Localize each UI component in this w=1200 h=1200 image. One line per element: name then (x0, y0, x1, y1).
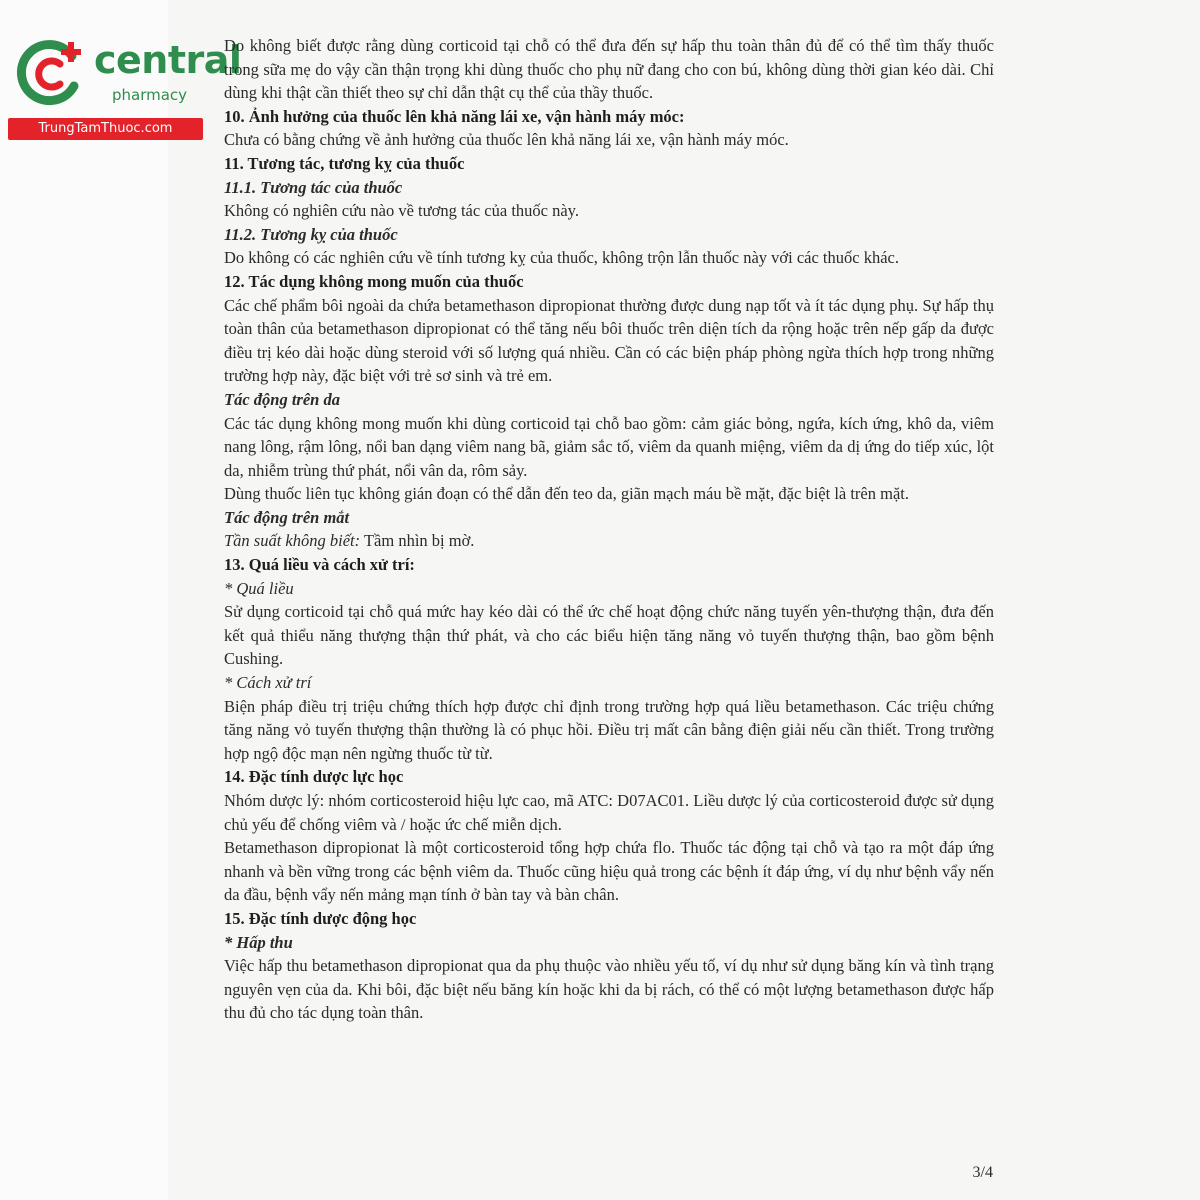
brand-url-banner[interactable]: TrungTamThuoc.com (8, 118, 203, 140)
heading-10-driving: 10. Ảnh hưởng của thuốc lên khả năng lái xe, vận hành máy móc: (224, 106, 685, 126)
paragraph-lactation: Do không biết được rằng dùng corticoid tại chỗ có thể đưa đến sự hấp thu toàn thân đủ để có thể tìm thấy thuốc trong sữa mẹ do vậy cần thận trọng khi dùng thuốc cho phụ nữ đang cho con bú, không dùng thời gian kéo dài. Chỉ dùng khi thật cần thiết theo sự chỉ dẫn thật cụ thể của thầy thuốc. (224, 36, 994, 103)
heading-12-eye: Tác động trên mắt (224, 507, 350, 527)
heading-13-overdose-sub: * Quá liều (224, 578, 294, 598)
paragraph-15-absorption: Việc hấp thu betamethason dipropionat qua da phụ thuộc vào nhiều yếu tố, ví dụ như sử dụng băng kín và tình trạng nguyên vẹn của da. Khi bôi, đặc biệt nếu băng kín hoặc khi da bị rách, có thể có một lượng betamethason được hấp thu đủ cho tác dụng toàn thân. (224, 956, 994, 1023)
paragraph-11-1: Không có nghiên cứu nào về tương tác của thuốc này. (224, 201, 579, 221)
central-pharmacy-logo-icon (14, 36, 88, 110)
paragraph-13-overdose: Sử dụng corticoid tại chỗ quá mức hay kéo dài có thể ức chế hoạt động chức năng tuyến yên-thượng thận, đưa đến kết quả thiểu năng thượng thận thứ phát, và cho các biểu hiện tăng năng vỏ tuyến thượng thận, bao gồm bệnh Cushing. (224, 602, 994, 669)
heading-13-overdose: 13. Quá liều và cách xử trí: (224, 555, 415, 575)
heading-11-2: 11.2. Tương kỵ của thuốc (224, 224, 398, 244)
paragraph-10: Chưa có bằng chứng về ảnh hưởng của thuốc lên khả năng lái xe, vận hành máy móc. (224, 130, 789, 150)
frequency-label: Tần suất không biết: (224, 531, 361, 551)
paragraph-12-skin-2: Dùng thuốc liên tục không gián đoạn có thể dẫn đến teo da, giãn mạch máu bề mặt, đặc biệt là trên mặt. (224, 484, 909, 504)
frequency-text: Tầm nhìn bị mờ. (360, 531, 475, 551)
heading-14-pharmacodynamics: 14. Đặc tính dược lực học (224, 767, 404, 787)
paragraph-12: Các chế phẩm bôi ngoài da chứa betamethason dipropionat thường được dung nạp tốt và ít tác dụng phụ. Sự hấp thụ toàn thân của betamethason dipropionat có thể tăng nếu bôi thuốc trên diện tích da rộng hoặc trên nếp gấp da được điều trị kéo dài hoặc dùng steroid với số lượng quá nhiều. Cần có các biện pháp phòng ngừa thích hợp trong những trường hợp này, đặc biệt với trẻ sơ sinh và trẻ em. (224, 295, 994, 386)
paragraph-14-2: Betamethason dipropionat là một corticosteroid tổng hợp chứa flo. Thuốc tác động tại chỗ và tạo ra một đáp ứng nhanh và bền vững trong các bệnh viêm da. Thuốc cũng hiệu quả trong các bệnh ít đáp ứng, ví dụ như bệnh vẩy nến da đầu, bệnh vẩy nến mảng mạn tính ở bàn tay và bàn chân. (224, 838, 994, 905)
paragraph-12-eye (224, 529, 994, 553)
heading-11-interactions: 11. Tương tác, tương kỵ của thuốc (224, 153, 465, 173)
heading-13-treatment: * Cách xử trí (224, 673, 312, 693)
brand-tagline: pharmacy (112, 86, 188, 104)
brand-name: central (94, 38, 242, 82)
heading-12-skin: Tác động trên da (224, 389, 340, 409)
document-body (224, 34, 994, 1025)
heading-12-side-effects: 12. Tác dụng không mong muốn của thuốc (224, 271, 524, 291)
paragraph-13-treatment: Biện pháp điều trị triệu chứng thích hợp được chỉ định trong trường hợp quá liều betamethason. Các triệu chứng tăng năng vỏ tuyến thượng thận thường là có phục hồi. Điều trị mất cân bằng điện giải nếu cần thiết. Trong trường hợp ngộ độc mạn nên ngừng thuốc từ từ. (224, 696, 994, 763)
paragraph-12-skin-1: Các tác dụng không mong muốn khi dùng corticoid tại chỗ bao gồm: cảm giác bỏng, ngứa, kích ứng, khô da, viêm nang lông, rậm lông, nổi ban dạng viêm nang bã, giảm sắc tố, viêm da quanh miệng, viêm da dị ứng do tiếp xúc, lột da, nhiễm trùng thứ phát, nổi vân da, rôm sảy. (224, 413, 994, 480)
heading-15-pharmacokinetics: 15. Đặc tính dược động học (224, 908, 417, 928)
heading-15-absorption: * Hấp thu (224, 932, 293, 952)
page-number: 3/4 (972, 1164, 993, 1181)
paragraph-14-1: Nhóm dược lý: nhóm corticosteroid hiệu lực cao, mã ATC: D07AC01. Liều dược lý của corticosteroid được sử dụng chủ yếu để chống viêm và / hoặc ức chế miễn dịch. (224, 791, 994, 834)
heading-11-1: 11.1. Tương tác của thuốc (224, 177, 403, 197)
paragraph-11-2: Do không có các nghiên cứu về tính tương kỵ của thuốc, không trộn lẫn thuốc này với các thuốc khác. (224, 248, 899, 268)
brand-logo[interactable] (8, 34, 242, 144)
left-margin (0, 0, 169, 1200)
